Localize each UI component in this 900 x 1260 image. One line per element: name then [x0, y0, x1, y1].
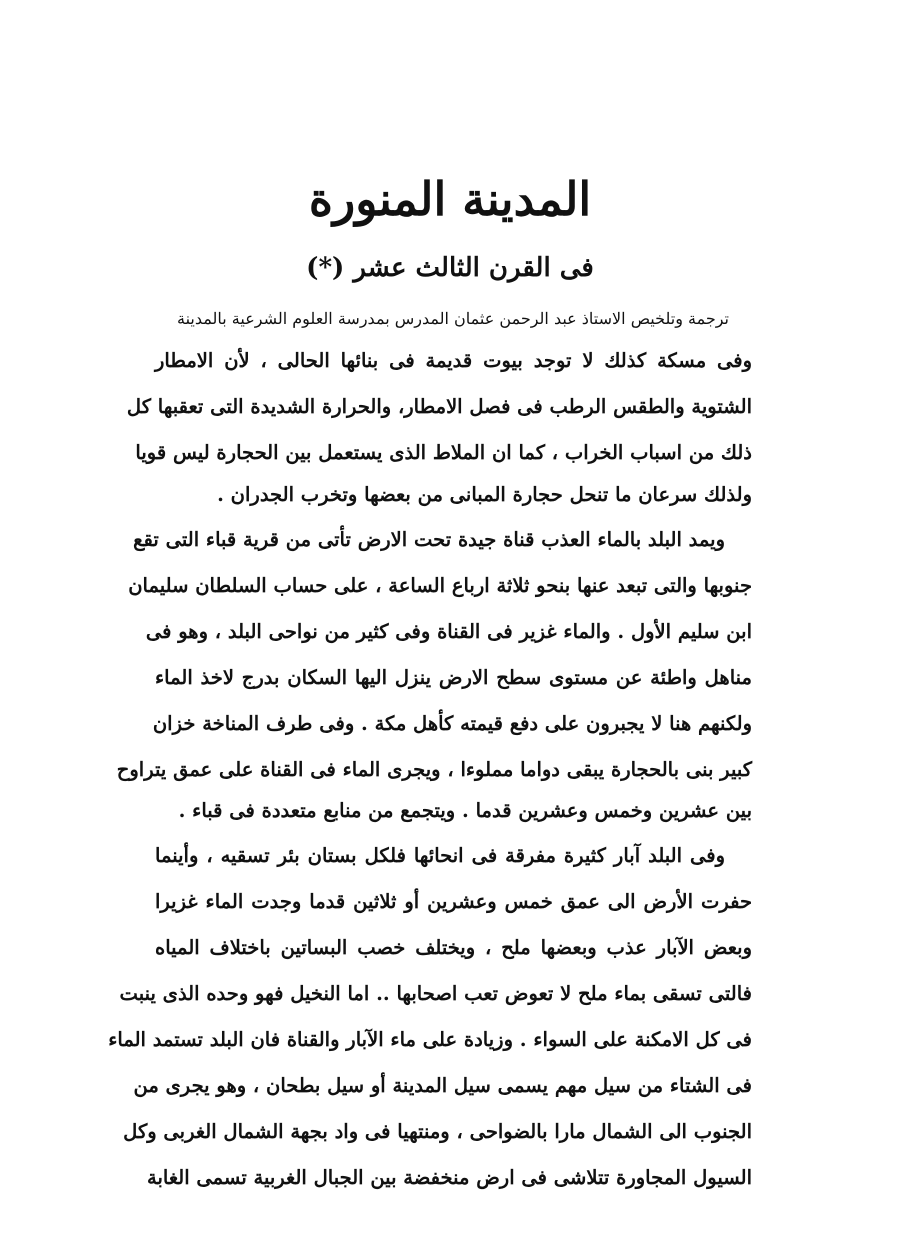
text-line: فى الشتاء من سيل مهم يسمى سيل المدينة أو سيل بطحان ، وهو يجرى من — [133, 1074, 752, 1097]
text-line: فالتى تسقى بماء ملح لا تعوض تعب اصحابها .. اما النخيل فهو وحده الذى ينبت — [119, 982, 752, 1005]
text-line: فى كل الامكنة على السواء . وزيادة على ماء الآبار والقناة فان البلد تستمد الماء — [108, 1028, 752, 1051]
text-line: مناهل واطئة عن مستوى سطح الارض ينزل اليها السكان بدرج لاخذ الماء — [155, 666, 752, 689]
text-line: كبير بنى بالحجارة يبقى دواما مملوءا ، ويجرى الماء فى القناة على عمق يتراوح — [116, 758, 752, 781]
text-line: السيول المجاورة تتلاشى فى ارض منخفضة بين الجبال الغربية تسمى الغابة — [147, 1166, 752, 1189]
document-title: المدينة المنورة — [308, 172, 592, 226]
text-line: وبعض الآبار عذب وبعضها ملح ، ويختلف خصب البساتين باختلاف المياه — [155, 936, 752, 959]
text-line: ويمد البلد بالماء العذب قناة جيدة تحت الارض تأتى من قرية قباء التى تقع — [133, 528, 725, 551]
document-subtitle: فى القرن الثالث عشر (*) — [306, 253, 594, 283]
text-line: ولذلك سرعان ما تنحل حجارة المبانى من بعضها وتخرب الجدران . — [217, 483, 752, 506]
text-line: جنوبها والتى تبعد عنها بنحو ثلاثة ارباع الساعة ، على حساب السلطان سليمان — [128, 574, 752, 597]
text-line: حفرت الأرض الى عمق خمس وعشرين أو ثلاثين قدما وجدت الماء غزيرا — [155, 890, 752, 913]
text-line: ذلك من اسباب الخراب ، كما ان الملاط الذى يستعمل بين الحجارة ليس قويا — [135, 441, 752, 464]
text-line: الشتوية والطقس الرطب فى فصل الامطار، والحرارة الشديدة التى تعقبها كل — [126, 395, 752, 418]
text-line: وفى مسكة كذلك لا توجد بيوت قديمة فى بنائها الحالى ، لأن الامطار — [155, 349, 752, 372]
byline: ترجمة وتلخيص الاستاذ عبد الرحمن عثمان المدرس بمدرسة العلوم الشرعية بالمدينة — [176, 309, 730, 328]
text-line: وفى البلد آبار كثيرة مفرقة فى انحائها فلكل بستان بئر تسقيه ، وأينما — [155, 844, 725, 867]
text-line: ولكنهم هنا لا يجبرون على دفع قيمته كأهل مكة . وفى طرف المناخة خزان — [152, 712, 752, 735]
text-line: الجنوب الى الشمال مارا بالضواحى ، ومنتهيا فى واد بجهة الشمال الغربى وكل — [123, 1120, 752, 1143]
text-line: بين عشرين وخمس وعشرين قدما . ويتجمع من منابع متعددة فى قباء . — [178, 799, 752, 822]
text-line: ابن سليم الأول . والماء غزير فى القناة وفى كثير من نواحى البلد ، وهو فى — [145, 620, 752, 643]
